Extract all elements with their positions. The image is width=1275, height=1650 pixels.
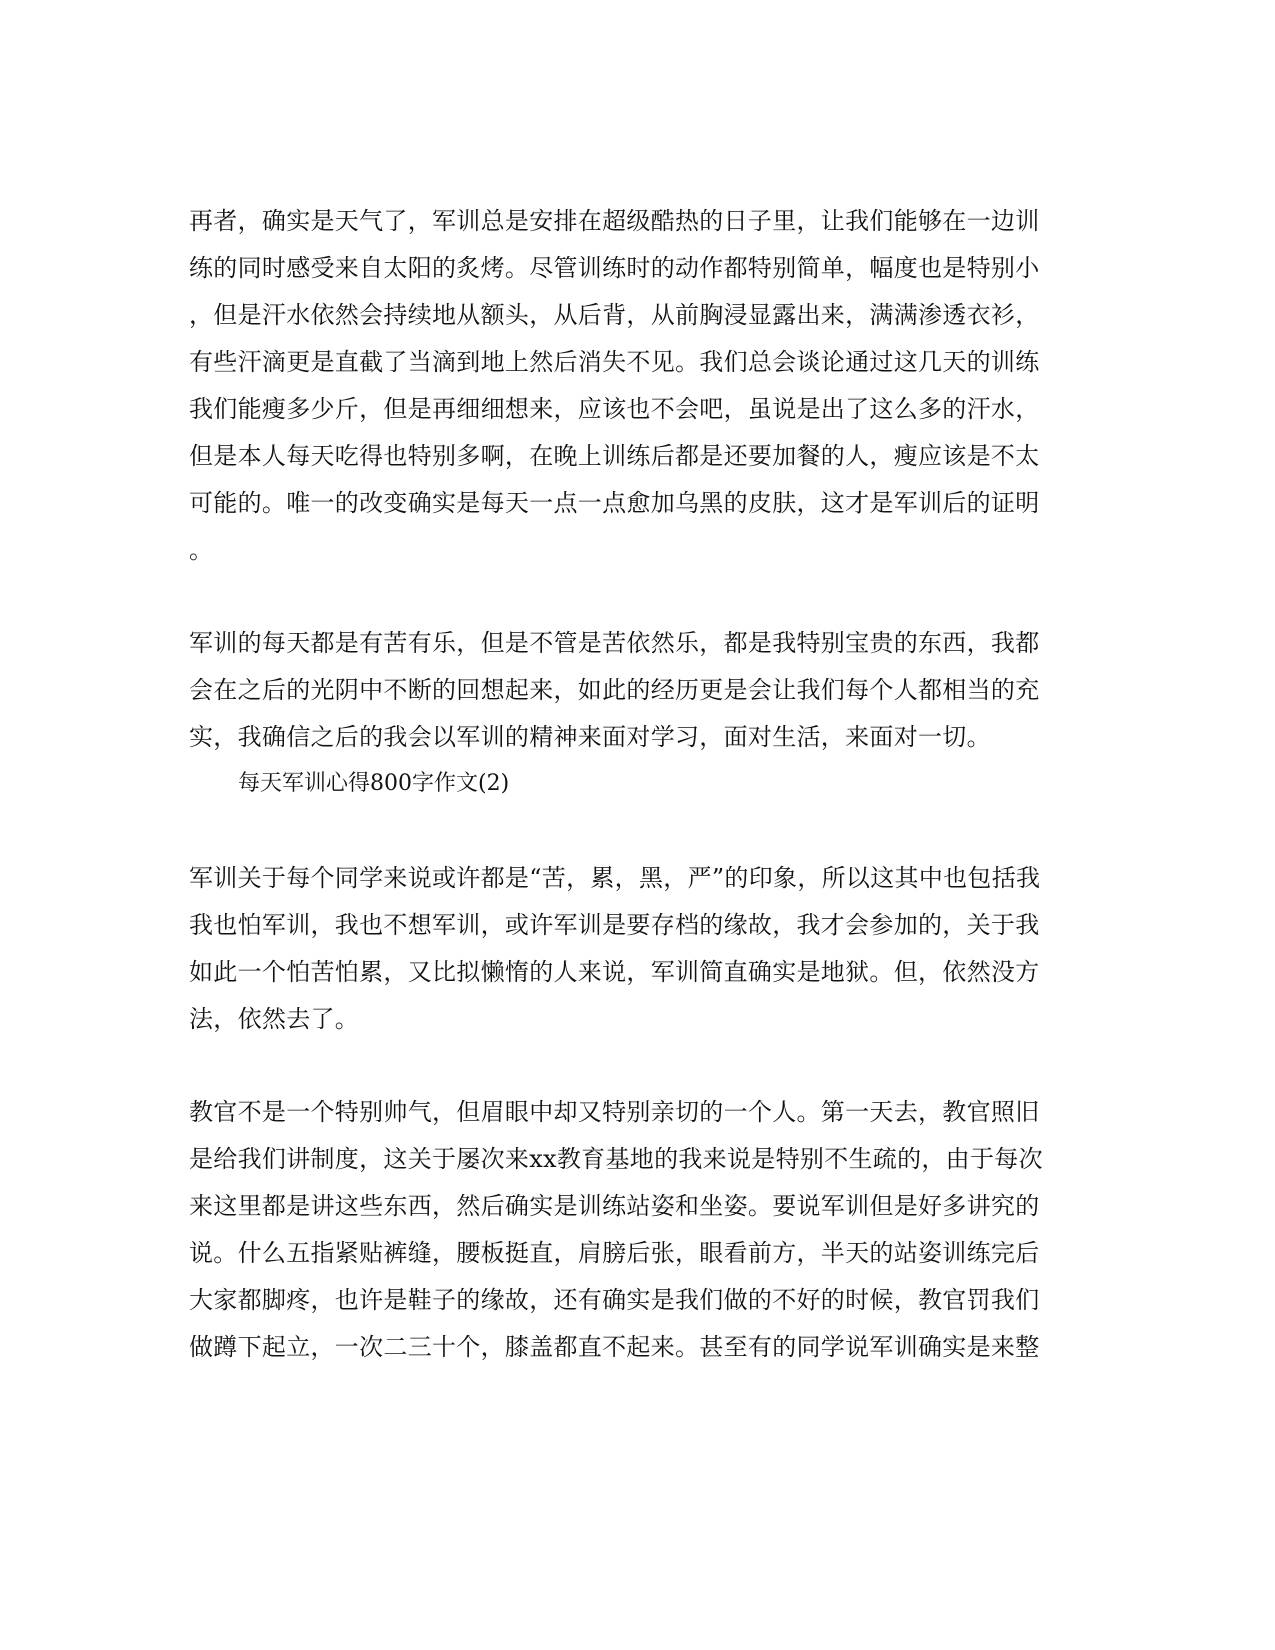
- paragraph-4-line-1: 教官不是一个特别帅气，但眉眼中却又特别亲切的一个人。第一天去，教官照旧: [189, 1098, 1040, 1126]
- paragraph-1-line-8: 。: [189, 536, 214, 564]
- paragraph-1-line-5: 我们能瘦多少斤，但是再细细想来，应该也不会吧，虽说是出了这么多的汗水，: [189, 395, 1040, 423]
- paragraph-4-line-5: 大家都脚疼，也许是鞋子的缘故，还有确实是我们做的不好的时候，教官罚我们: [189, 1286, 1040, 1314]
- paragraph-4-line-2: 是给我们讲制度，这关于屡次来xx教育基地的我来说是特别不生疏的，由于每次: [189, 1145, 1043, 1173]
- paragraph-4-line-6: 做蹲下起立，一次二三十个，膝盖都直不起来。甚至有的同学说军训确实是来整: [189, 1333, 1040, 1361]
- paragraph-1-line-4: 有些汗滴更是直截了当滴到地上然后消失不见。我们总会谈论通过这几天的训练: [189, 348, 1040, 376]
- paragraph-1-line-2: 练的同时感受来自太阳的炙烤。尽管训练时的动作都特别简单，幅度也是特别小: [189, 254, 1040, 282]
- paragraph-4-line-3: 来这里都是讲这些东西，然后确实是训练站姿和坐姿。要说军训但是好多讲究的: [189, 1192, 1040, 1220]
- paragraph-4-line-4: 说。什么五指紧贴裤缝，腰板挺直，肩膀后张，眼看前方，半天的站姿训练完后: [189, 1239, 1040, 1267]
- section-heading: 每天军训心得800字作文(2): [238, 771, 510, 796]
- paragraph-1-line-7: 可能的。唯一的改变确实是每天一点一点愈加乌黑的皮肤，这才是军训后的证明: [189, 489, 1040, 517]
- paragraph-1-line-1: 再者，确实是天气了，军训总是安排在超级酷热的日子里，让我们能够在一边训: [189, 207, 1040, 235]
- paragraph-1-line-6: 但是本人每天吃得也特别多啊，在晚上训练后都是还要加餐的人，瘦应该是不太: [189, 442, 1040, 470]
- paragraph-2-line-1: 军训的每天都是有苦有乐，但是不管是苦依然乐，都是我特别宝贵的东西，我都: [189, 629, 1040, 657]
- paragraph-3-line-3: 如此一个怕苦怕累，又比拟懒惰的人来说，军训简直确实是地狱。但，依然没方: [189, 958, 1040, 986]
- paragraph-2-line-2: 会在之后的光阴中不断的回想起来，如此的经历更是会让我们每个人都相当的充: [189, 676, 1040, 704]
- paragraph-2-line-3: 实，我确信之后的我会以军训的精神来面对学习，面对生活，来面对一切。: [189, 723, 991, 751]
- paragraph-3-line-2: 我也怕军训，我也不想军训，或许军训是要存档的缘故，我才会参加的，关于我: [189, 911, 1040, 939]
- paragraph-1-line-3: ，但是汗水依然会持续地从额头，从后背，从前胸浸显露出来，满满渗透衣衫，: [189, 301, 1040, 329]
- paragraph-3-line-1: 军训关于每个同学来说或许都是“苦，累，黑，严”的印象，所以这其中也包括我: [189, 864, 1041, 892]
- paragraph-3-line-4: 法，依然去了。: [189, 1005, 360, 1033]
